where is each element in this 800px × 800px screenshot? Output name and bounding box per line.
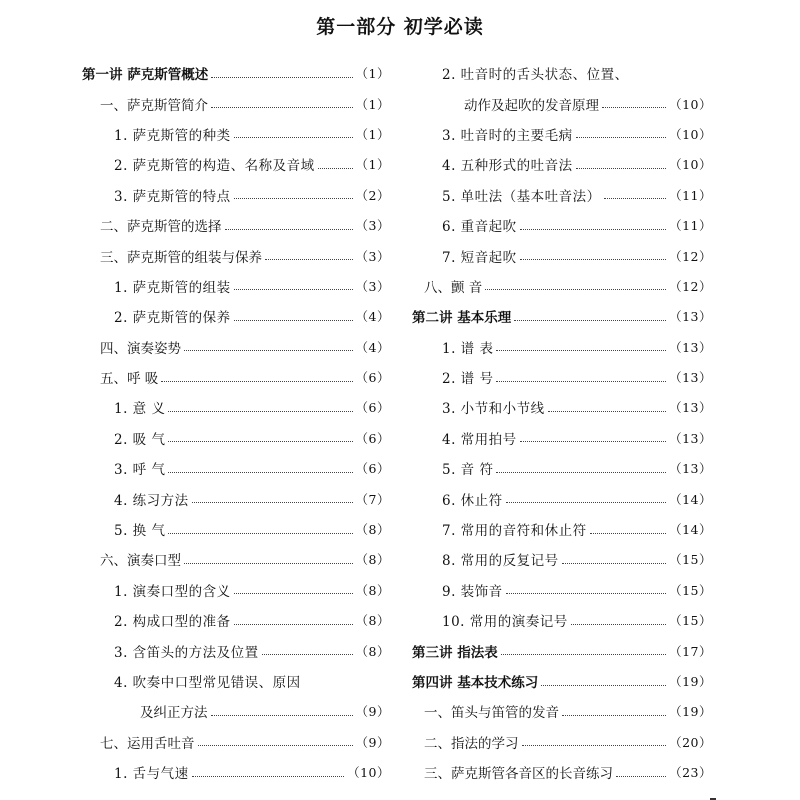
toc-entry-page: （15） (669, 582, 712, 598)
toc-entry-page: （9） (355, 704, 390, 720)
toc-entry (82, 635, 390, 665)
dot-leader (211, 77, 352, 78)
toc-entry (82, 119, 390, 149)
toc-entry (412, 757, 712, 787)
dot-leader (576, 168, 666, 169)
dot-leader (541, 685, 666, 686)
toc-entry-title: 6. 重音起吹 (442, 219, 517, 236)
toc-entry-page: （9） (355, 734, 390, 750)
dot-leader (192, 502, 353, 503)
toc-entry-title: 3. 呼 气 (114, 462, 166, 479)
toc-entry-title: 5. 单吐法（基本吐音法） (442, 188, 601, 205)
toc-entry (82, 696, 390, 726)
toc-entry (82, 423, 390, 453)
dot-leader (506, 502, 666, 503)
toc-entry-title: 五、呼 吸 (100, 371, 159, 388)
toc-entry-title: 第二讲 基本乐理 (412, 310, 512, 327)
toc-entry (412, 149, 712, 179)
dot-leader (265, 259, 353, 260)
toc-entry-page: （3） (355, 218, 390, 234)
toc-entry-page: （8） (355, 582, 390, 598)
toc-entry-title: 及纠正方法 (140, 705, 208, 722)
toc-entry-page: （8） (355, 552, 390, 568)
toc-entry-page: （6） (355, 370, 390, 386)
toc-entry-page: （2） (355, 187, 390, 203)
toc-right-column (412, 58, 712, 787)
toc-entry-title: 2. 萨克斯管的保养 (114, 310, 231, 327)
dot-leader (602, 107, 666, 108)
toc-entry (82, 727, 390, 757)
toc-entry-title: 四、演奏姿势 (100, 340, 181, 357)
toc-entry (412, 635, 712, 665)
toc-entry-page: （14） (669, 522, 712, 538)
toc-entry-title: 3. 萨克斯管的特点 (114, 188, 231, 205)
dot-leader (604, 198, 666, 199)
toc-entry (412, 240, 712, 270)
dot-leader (168, 411, 352, 412)
dot-leader (562, 715, 666, 716)
toc-entry-title: 2. 吐音时的舌头状态、位置、 (442, 67, 629, 84)
dot-leader (168, 533, 352, 534)
toc-entry-page: （15） (669, 613, 712, 629)
dot-leader (225, 229, 353, 230)
toc-entry-page: （10） (347, 765, 390, 781)
toc-entry-title: 1. 演奏口型的含义 (114, 583, 231, 600)
dot-leader (234, 198, 353, 199)
dot-leader (496, 472, 666, 473)
toc-entry (82, 271, 390, 301)
toc-entry-title: 二、萨克斯管的选择 (100, 219, 222, 236)
toc-entry-page: （11） (669, 187, 712, 203)
dot-leader (234, 320, 353, 321)
toc-entry (82, 453, 390, 483)
toc-entry-page: （1） (355, 157, 390, 173)
toc-entry (412, 544, 712, 574)
toc-entry-title: 1. 谱 表 (442, 340, 494, 357)
toc-entry-page: （11） (669, 218, 712, 234)
toc-entry-page: （10） (669, 126, 712, 142)
toc-entry-page: （6） (355, 430, 390, 446)
toc-entry-title: 六、演奏口型 (100, 553, 181, 570)
toc-entry-title: 三、萨克斯管各音区的长音练习 (424, 766, 613, 783)
toc-entry-title: 第四讲 基本技术练习 (412, 675, 539, 691)
toc-entry (412, 362, 712, 392)
page-title: 第一部分 初学必读 (316, 16, 484, 38)
toc-entry-title: 第三讲 指法表 (412, 644, 498, 661)
toc-entry (412, 666, 712, 696)
toc-entry-page: （4） (355, 339, 390, 355)
toc-entry-page: （1） (355, 126, 390, 142)
toc-entry-page: （13） (669, 370, 712, 386)
toc-entry (412, 696, 712, 726)
toc-entry-page: （15） (669, 552, 712, 568)
dot-leader (506, 593, 666, 594)
toc-entry-title: 2. 吸 气 (114, 431, 166, 448)
toc-entry (82, 58, 390, 88)
dot-leader (318, 168, 353, 169)
toc-entry (82, 88, 390, 118)
dot-leader (590, 533, 666, 534)
dot-leader (192, 776, 344, 777)
toc-entry (412, 332, 712, 362)
toc-entry-title: 5. 换 气 (114, 523, 166, 540)
toc-entry-title: 3. 吐音时的主要毛病 (442, 127, 573, 144)
toc-entry-title: 2. 构成口型的准备 (114, 614, 231, 631)
toc-entry (412, 271, 712, 301)
toc-left-column (82, 58, 390, 787)
toc-entry-title: 二、指法的学习 (424, 735, 519, 752)
toc-entry-title: 7. 短音起吹 (442, 249, 517, 266)
toc-entry-page: （4） (355, 309, 390, 325)
toc-entry (82, 544, 390, 574)
toc-entry-title: 1. 萨克斯管的种类 (114, 127, 231, 144)
toc-entry-title: 9. 装饰音 (442, 583, 503, 600)
toc-entry-title: 第一讲 萨克斯管概述 (82, 67, 209, 84)
toc-entry-page: （13） (669, 400, 712, 416)
dot-leader (234, 137, 353, 138)
toc-entry-page: （19） (669, 674, 712, 689)
toc-entry-title: 八、颤 音 (424, 279, 483, 296)
toc-entry-page: （8） (355, 522, 390, 538)
toc-entry-title: 7. 常用的音符和休止符 (442, 523, 587, 540)
dot-leader (496, 381, 666, 382)
dot-leader (520, 259, 666, 260)
dot-leader (198, 745, 353, 746)
toc-entry (412, 453, 712, 483)
dot-leader (234, 593, 353, 594)
toc-entry-page: （8） (355, 613, 390, 629)
dot-leader (514, 320, 666, 321)
toc-entry-page: （13） (669, 309, 712, 325)
toc-entry (412, 58, 712, 88)
toc-entry (82, 301, 390, 331)
toc-entry-title: 三、萨克斯管的组装与保养 (100, 249, 262, 266)
toc-entry (412, 483, 712, 513)
toc-entry-page: （6） (355, 400, 390, 416)
toc-entry (412, 210, 712, 240)
toc-entry (82, 514, 390, 544)
toc-entry-page: （20） (669, 734, 712, 750)
toc-entry (412, 727, 712, 757)
dot-leader (184, 563, 353, 564)
toc-entry-title: 8. 常用的反复记号 (442, 553, 559, 570)
dot-leader (234, 624, 353, 625)
toc-entry-title: 一、笛头与笛管的发音 (424, 705, 559, 722)
toc-entry-title: 6. 休止符 (442, 492, 503, 509)
toc-entry (82, 605, 390, 635)
toc-entry (412, 392, 712, 422)
toc-entry-page: （12） (669, 248, 712, 264)
toc-entry (82, 575, 390, 605)
toc-entry-page: （6） (355, 461, 390, 477)
toc-entry-title: 2. 谱 号 (442, 371, 494, 388)
toc-entry (82, 666, 390, 696)
toc-entry (412, 575, 712, 605)
toc-entry (82, 240, 390, 270)
toc-entry-page: （12） (669, 278, 712, 294)
toc-entry-page: （3） (355, 278, 390, 294)
toc-entry-title: 一、萨克斯管简介 (100, 97, 208, 114)
toc-entry-title: 1. 舌与气速 (114, 766, 189, 783)
toc-entry-page: （17） (669, 643, 712, 659)
toc-entry (412, 301, 712, 331)
toc-entry-title: 10. 常用的演奏记号 (442, 614, 568, 631)
toc-entry-page: （13） (669, 461, 712, 477)
toc-entry (82, 149, 390, 179)
toc-entry-page: （14） (669, 491, 712, 507)
dot-leader (522, 745, 667, 746)
toc-entry (412, 119, 712, 149)
dot-leader (485, 289, 666, 290)
dot-leader (161, 381, 352, 382)
toc-entry-title: 1. 萨克斯管的组装 (114, 279, 231, 296)
toc-entry-title: 2. 萨克斯管的构造、名称及音域 (114, 158, 315, 175)
dot-leader (501, 654, 666, 655)
toc-entry-title: 3. 小节和小节线 (442, 401, 545, 418)
dot-leader (616, 776, 666, 777)
dot-leader (562, 563, 666, 564)
toc-entry-title: 动作及起吹的发音原理 (464, 97, 599, 114)
toc-entry (412, 514, 712, 544)
toc-entry-title: 1. 意 义 (114, 401, 166, 418)
toc-entry-page: （19） (669, 704, 712, 720)
toc-entry (412, 423, 712, 453)
toc-entry (412, 180, 712, 210)
toc-entry-title: 4. 常用拍号 (442, 431, 517, 448)
toc-entry (82, 210, 390, 240)
dot-leader (496, 350, 666, 351)
toc-entry (82, 180, 390, 210)
toc-entry (82, 392, 390, 422)
toc-entry-page: （1） (355, 66, 390, 82)
dot-leader (262, 654, 353, 655)
dot-leader (168, 441, 352, 442)
toc-entry (82, 332, 390, 362)
dot-leader (548, 411, 666, 412)
toc-entry (412, 88, 712, 118)
toc-entry-title: 4. 练习方法 (114, 492, 189, 509)
toc-entry-page: （23） (669, 765, 712, 781)
dot-leader (184, 350, 353, 351)
toc-entry-title: 4. 五种形式的吐音法 (442, 158, 573, 175)
dot-leader (211, 107, 353, 108)
toc-entry-title: 3. 含笛头的方法及位置 (114, 644, 259, 661)
dot-leader (168, 472, 352, 473)
toc-entry-title: 4. 吹奏中口型常见错误、原因 (114, 675, 301, 691)
toc-entry-title: 七、运用舌吐音 (100, 735, 195, 752)
toc-entry-title: 5. 音 符 (442, 462, 494, 479)
toc-entry-page: （10） (669, 157, 712, 173)
toc-entry-page: （8） (355, 643, 390, 659)
toc-entry-page: （13） (669, 339, 712, 355)
toc-entry (82, 483, 390, 513)
dot-leader (520, 441, 666, 442)
dot-leader (211, 715, 353, 716)
toc-entry-page: （7） (355, 491, 390, 507)
toc-entry (82, 362, 390, 392)
dot-leader (571, 624, 666, 625)
dot-leader (234, 289, 353, 290)
dot-leader (576, 137, 666, 138)
toc-entry-page: （1） (355, 96, 390, 112)
toc-entry (82, 757, 390, 787)
toc-entry-page: （13） (669, 430, 712, 446)
toc-entry-page: （10） (669, 96, 712, 112)
toc-entry-page: （3） (355, 248, 390, 264)
toc-entry (412, 605, 712, 635)
dot-leader (520, 229, 666, 230)
